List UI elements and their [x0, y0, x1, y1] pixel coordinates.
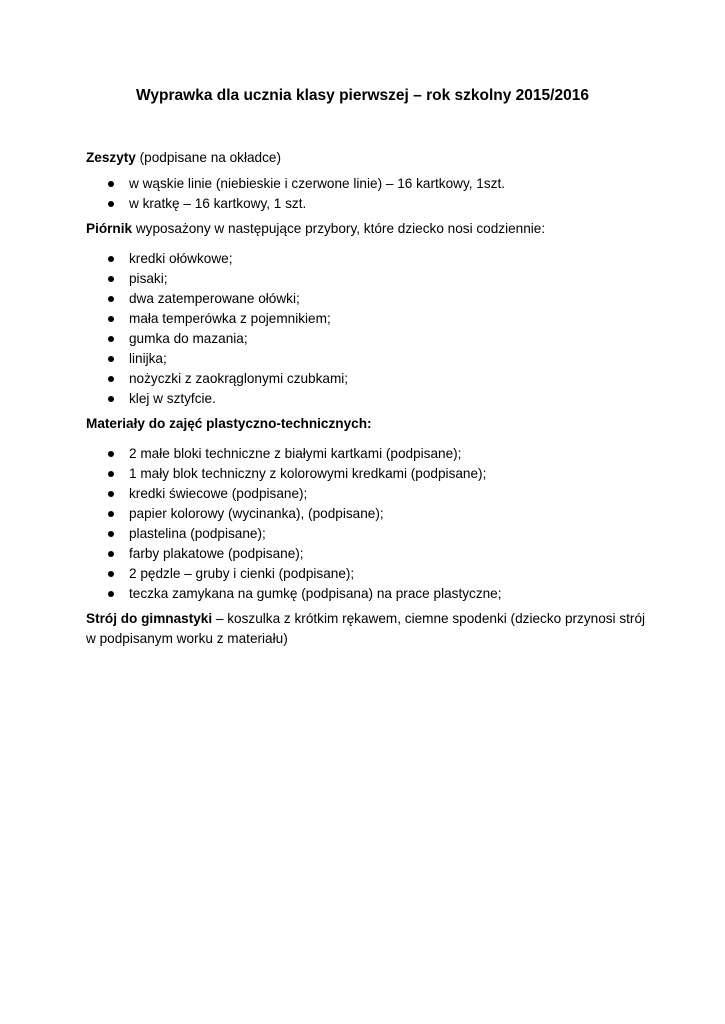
bullet-icon: [108, 396, 114, 402]
bullet-icon: [108, 376, 114, 382]
section-art-materials-label: Materiały do zajęć plastyczno-technicznych:: [86, 416, 372, 431]
bullet-icon: [108, 356, 114, 362]
list-item: 1 mały blok techniczny z kolorowymi kredkami (podpisane);: [86, 464, 646, 484]
section-notebooks-note: (podpisane na okładce): [135, 150, 281, 165]
list-item: klej w sztyfcie.: [86, 389, 646, 409]
list-item: kredki ołówkowe;: [86, 249, 646, 269]
section-pencil-case-note: wyposażony w następujące przybory, które dziecko nosi codziennie:: [132, 221, 546, 236]
list-item: pisaki;: [86, 269, 646, 289]
list-item: papier kolorowy (wycinanka), (podpisane);: [86, 504, 646, 524]
list-item: w wąskie linie (niebieskie i czerwone linie) – 16 kartkowy, 1szt.: [86, 174, 646, 194]
art-materials-list: [86, 444, 646, 604]
section-gym-outfit-heading: [86, 609, 646, 629]
list-item: mała temperówka z pojemnikiem;: [86, 309, 646, 329]
bullet-icon: [108, 316, 114, 322]
notebooks-list: [86, 174, 646, 214]
list-item: teczka zamykana na gumkę (podpisana) na prace plastyczne;: [86, 584, 646, 604]
bullet-icon: [108, 201, 114, 207]
list-item: w kratkę – 16 kartkowy, 1 szt.: [86, 194, 646, 214]
bullet-icon: [108, 296, 114, 302]
bullet-icon: [108, 551, 114, 557]
list-item: 2 pędzle – gruby i cienki (podpisane);: [86, 564, 646, 584]
pencil-case-list: [86, 249, 646, 409]
bullet-icon: [108, 451, 114, 457]
document-title: Wyprawka dla ucznia klasy pierwszej – rok szkolny 2015/2016: [136, 87, 589, 104]
document-content: [86, 86, 646, 649]
section-notebooks-label: Zeszyty: [86, 150, 136, 165]
section-art-materials-heading: [86, 414, 646, 434]
section-gym-outfit-label: Strój do gimnastyki: [86, 611, 213, 626]
bullet-icon: [108, 491, 114, 497]
list-item: nożyczki z zaokrąglonymi czubkami;: [86, 369, 646, 389]
section-pencil-case-heading: [86, 219, 646, 239]
bullet-icon: [108, 591, 114, 597]
list-item: kredki świecowe (podpisane);: [86, 484, 646, 504]
bullet-icon: [108, 276, 114, 282]
list-item: linijka;: [86, 349, 646, 369]
bullet-icon: [108, 511, 114, 517]
list-item: farby plakatowe (podpisane);: [86, 544, 646, 564]
bullet-icon: [108, 181, 114, 187]
section-pencil-case-label: Piórnik: [86, 221, 133, 236]
bullet-icon: [108, 471, 114, 477]
list-item: dwa zatemperowane ołówki;: [86, 289, 646, 309]
section-gym-outfit-note: – koszulka z krótkim rękawem, ciemne spodenki (dziecko przynosi strój: [212, 611, 646, 626]
bullet-icon: [108, 336, 114, 342]
list-item: 2 małe bloki techniczne z białymi kartkami (podpisane);: [86, 444, 646, 464]
bullet-icon: [108, 256, 114, 262]
list-item: plastelina (podpisane);: [86, 524, 646, 544]
section-notebooks-heading: [86, 148, 646, 168]
bullet-icon: [108, 571, 114, 577]
section-gym-outfit-continuation: w podpisanym worku z materiału): [86, 631, 288, 646]
list-item: gumka do mazania;: [86, 329, 646, 349]
bullet-icon: [108, 531, 114, 537]
